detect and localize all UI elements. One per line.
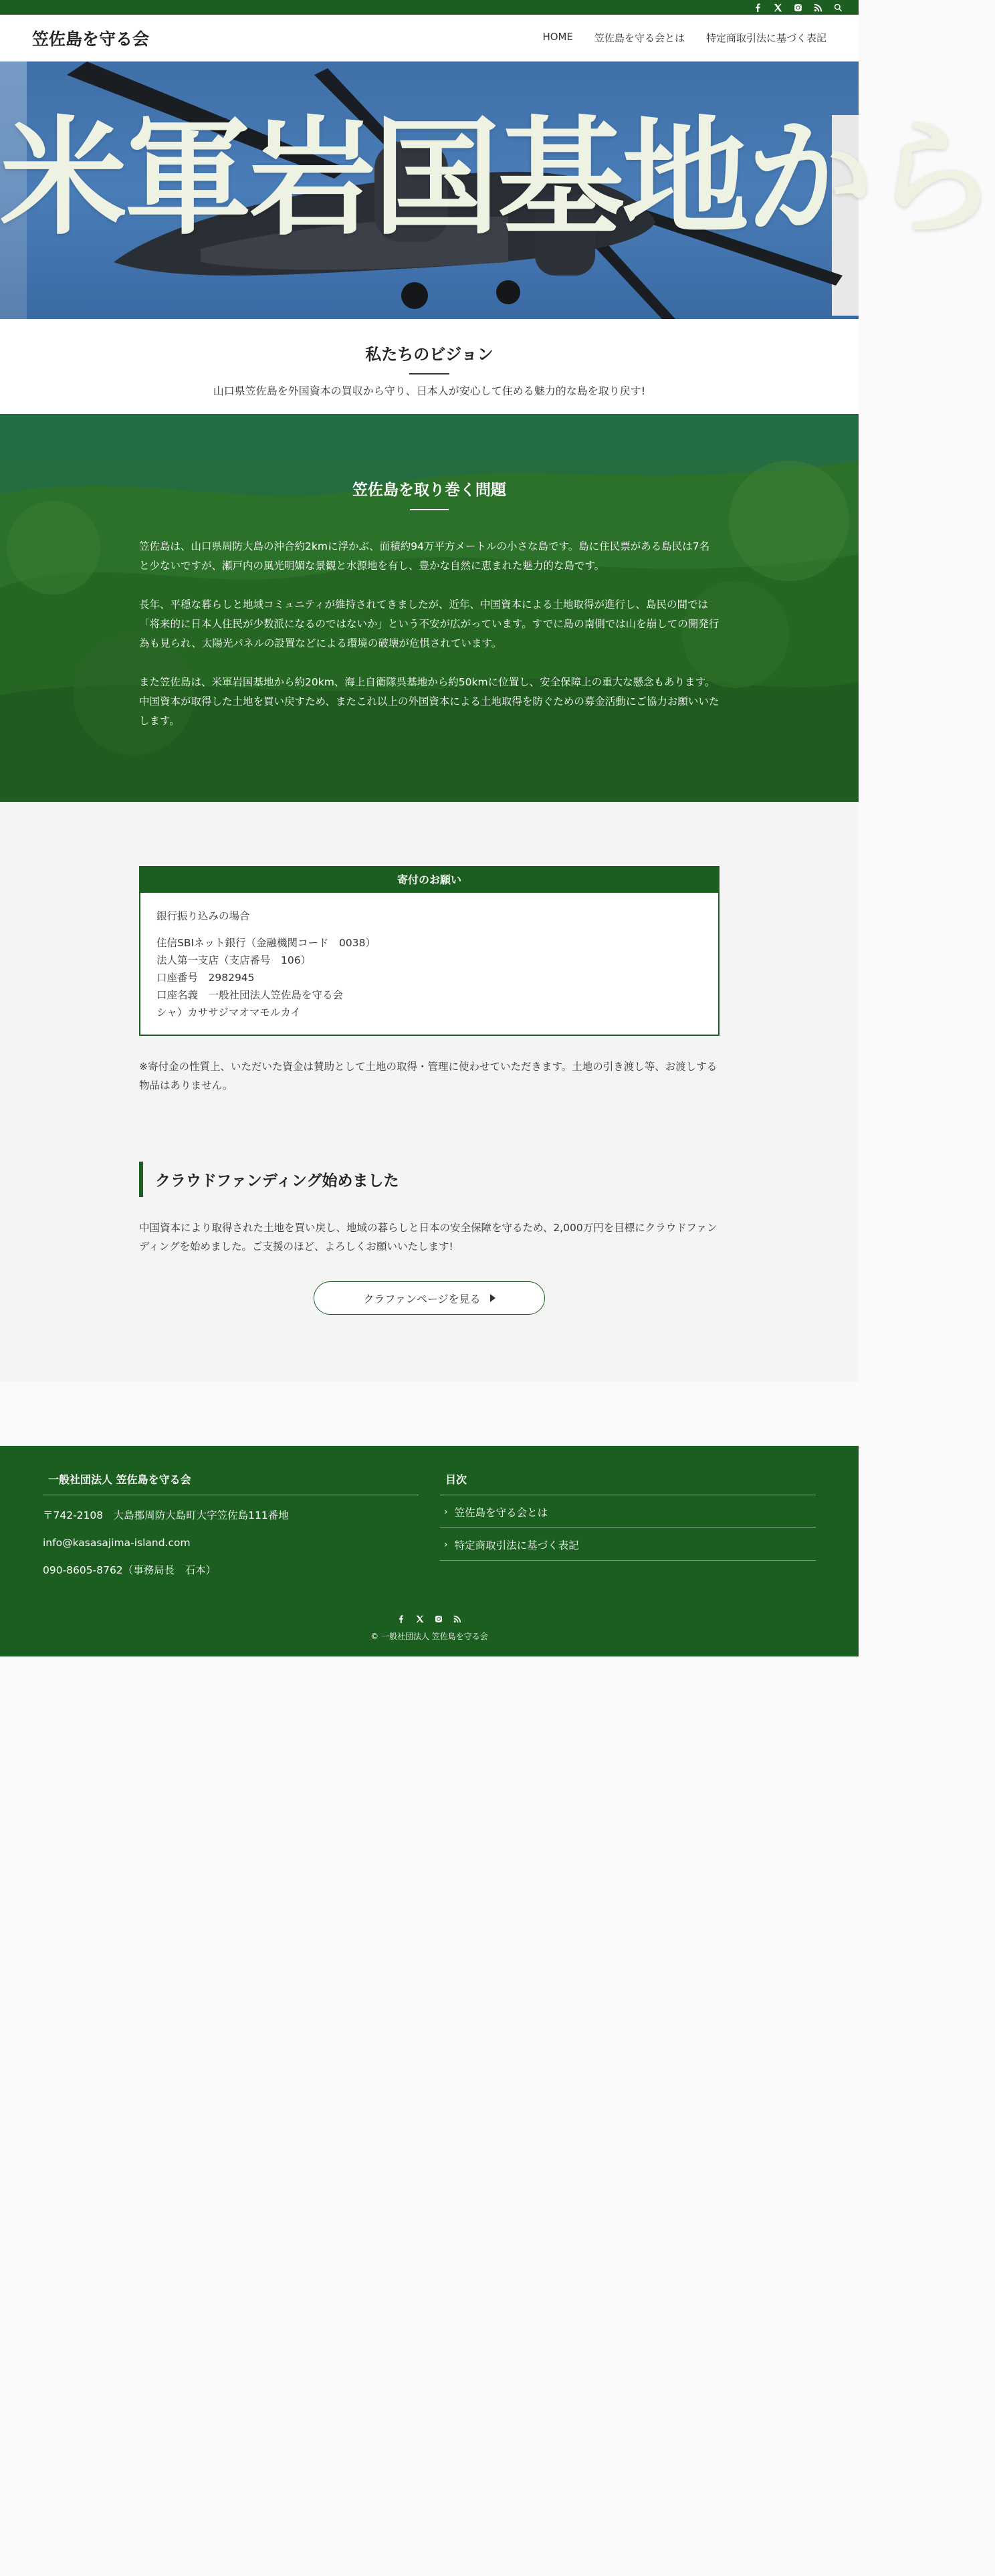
nav-about[interactable]: 笠佐島を守る会とは <box>594 32 685 44</box>
footer-toc-column <box>440 1471 816 1591</box>
vision-subtitle: 山口県笠佐島を外国資本の買収から守り、日本人が安心して住める魅力的な島を取り戻す! <box>213 385 646 397</box>
problem-paragraph: 笠佐島は、山口県周防大島の沖合約2kmに浮かぶ、面積約94万平方メートルの小さな島です。島に住民票がある島民は7名と少ないですが、瀬戸内の風光明媚な景観と水源地を有し、豊かな自然に恵まれた魅力的な島です。 <box>139 540 710 572</box>
chevron-right-icon: › <box>444 1539 448 1550</box>
problem-content <box>0 414 859 731</box>
page-blank-area <box>0 1656 859 2576</box>
problem-section <box>0 414 859 802</box>
donation-box <box>139 866 720 1036</box>
account-holder: 口座名義 一般社団法人笠佐島を守る会 <box>156 989 344 1001</box>
rss-icon[interactable] <box>813 3 822 12</box>
footer-org-title: 一般社団法人 笠佐島を守る会 <box>43 1471 419 1495</box>
footer-address: 〒742-2108 大島郡周防大島町大字笠佐島111番地 <box>43 1509 289 1521</box>
donation-box-body <box>140 893 718 1035</box>
hero-banner <box>0 62 995 319</box>
footer-link-label: 笠佐島を守る会とは <box>454 1507 548 1519</box>
footer-link-about[interactable] <box>440 1495 816 1528</box>
problem-title: 笠佐島を取り巻く問題 <box>352 481 506 499</box>
donation-note: ※寄付金の性質上、いただいた資金は賛助として土地の取得・管理に使わせていただきます。土地の引き渡し等、お渡しする物品はありません。 <box>139 1061 717 1091</box>
rss-icon[interactable] <box>453 1613 461 1626</box>
instagram-icon[interactable] <box>435 1613 443 1626</box>
x-icon[interactable] <box>773 3 782 12</box>
donation-method: 銀行振り込みの場合 <box>156 910 250 922</box>
footer-link-legal[interactable] <box>440 1528 816 1561</box>
play-arrow-icon <box>490 1294 495 1302</box>
search-icon[interactable] <box>833 3 843 12</box>
facebook-icon[interactable] <box>397 1613 405 1626</box>
crowdfunding-button-label: クラファンページを見る <box>363 1292 481 1305</box>
problem-divider <box>410 509 449 510</box>
nav-home[interactable]: HOME <box>542 31 573 43</box>
footer-email[interactable]: info@kasasajima-island.com <box>43 1537 191 1549</box>
crowdfunding-button[interactable] <box>314 1281 545 1315</box>
problem-paragraph: また笠佐島は、米軍岩国基地から約20km、海上自衛隊呉基地から約50kmに位置し、安全保障上の重大な懸念もあります。中国資本が取得した土地を買い戻すため、またこれ以上の外国資本による土地取得を防ぐための募金活動にご協力お願いいたします。 <box>139 676 720 727</box>
vision-title: 私たちのビジョン <box>365 345 493 364</box>
donation-box-title: 寄付のお願い <box>140 867 718 893</box>
hero-headline: 米軍岩国基地から <box>0 104 995 252</box>
account-holder-kana: シャ）カササジマオマモルカイ <box>156 1006 301 1018</box>
copyright: © 一般社団法人 笠佐島を守る会 <box>370 1632 488 1641</box>
site-header <box>0 15 859 62</box>
site-title[interactable]: 笠佐島を守る会 <box>32 29 150 49</box>
vision-section <box>0 319 859 414</box>
footer-org-column <box>43 1471 419 1591</box>
vision-divider <box>409 373 449 374</box>
site-footer <box>0 1446 859 1657</box>
problem-paragraph: 長年、平穏な暮らしと地域コミュニティが維持されてきましたが、近年、中国資本による土地取得が進行し、島民の間では「将来的に日本人住民が少数派になるのではないか」という不安が広がっています。すでに島の南側では山を崩しての開発行為も見られ、太陽光パネルの設置などによる環境の破壊が危惧されています。 <box>139 599 720 649</box>
footer-toc-title: 目次 <box>440 1471 816 1495</box>
top-social-bar <box>0 0 859 15</box>
footer-social-icons <box>0 1613 859 1626</box>
account-number: 口座番号 2982945 <box>156 972 255 984</box>
footer-phone: 090-8605-8762（事務局長 石本） <box>43 1564 217 1576</box>
crowdfunding-title: クラウドファンディング始めました <box>139 1162 720 1197</box>
bank-name: 住信SBIネット銀行（金融機関コード 0038） <box>156 937 376 949</box>
main-nav <box>542 31 826 45</box>
bank-branch: 法人第一支店（支店番号 106） <box>156 954 312 966</box>
chevron-right-icon: › <box>444 1507 448 1517</box>
donation-section <box>0 802 859 1382</box>
instagram-icon[interactable] <box>793 3 802 12</box>
x-icon[interactable] <box>416 1613 424 1626</box>
nav-legal[interactable]: 特定商取引法に基づく表記 <box>705 32 826 44</box>
footer-link-label: 特定商取引法に基づく表記 <box>454 1539 579 1551</box>
facebook-icon[interactable] <box>753 3 762 12</box>
crowdfunding-text: 中国資本により取得された土地を買い戻し、地域の暮らしと日本の安全保障を守るため、2,000万円を目標にクラウドファンディングを始めました。ご支援のほど、よろしくお願いいたします! <box>139 1222 717 1253</box>
section-spacer <box>0 1382 859 1446</box>
